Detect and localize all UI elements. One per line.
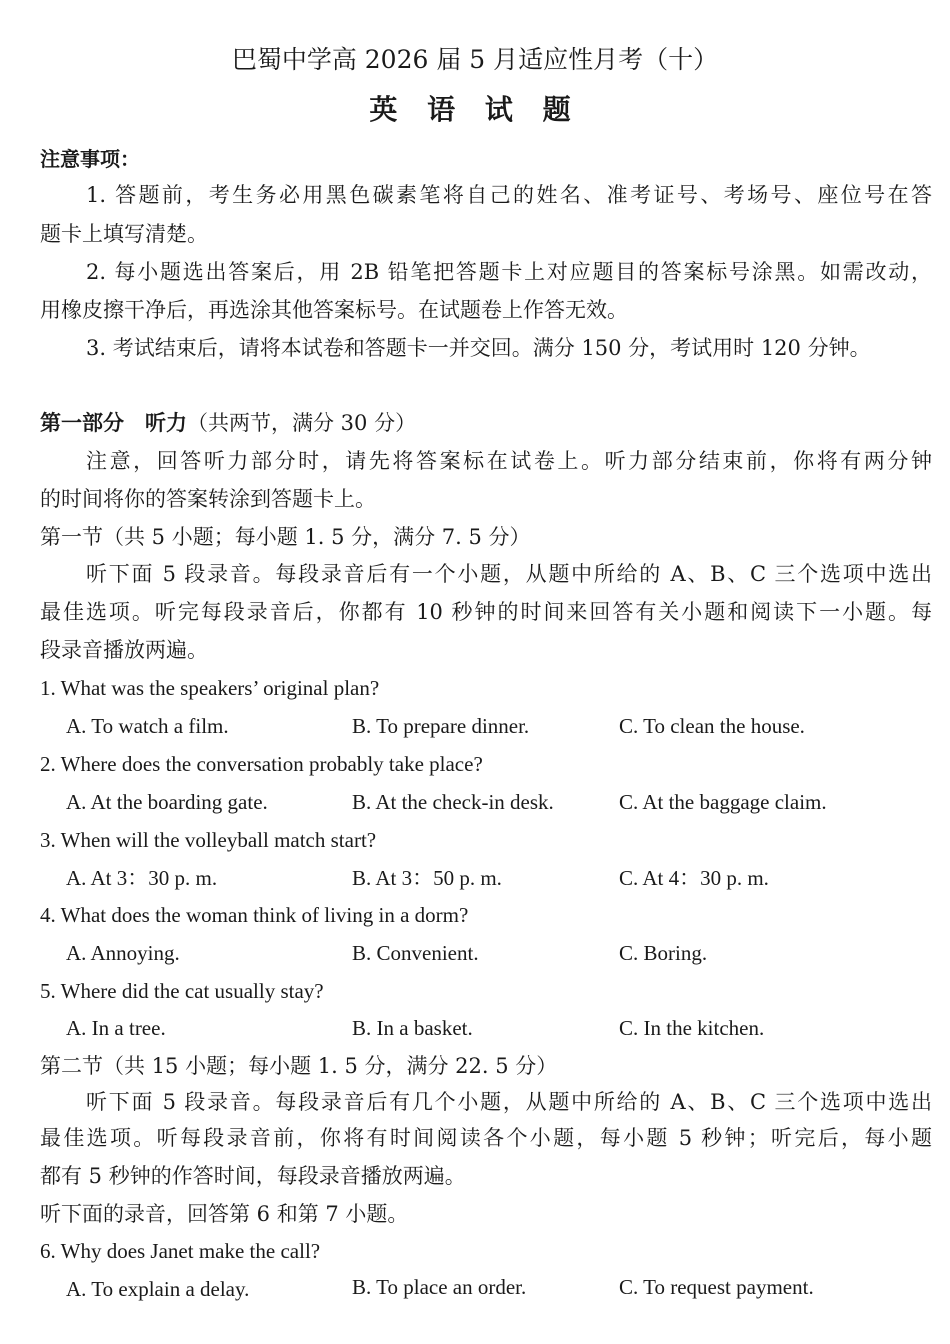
question-2-option-a: A. At the boarding gate. (66, 790, 268, 814)
question-6-option-c: C. To request payment. (619, 1275, 814, 1299)
question-5-stem: 5. Where did the cat usually stay? (40, 979, 324, 1003)
part1-intro-line-2: 的时间将你的答案转涂到答题卡上。 (40, 487, 376, 511)
notice-item-3-line-1: 3. 考试结束后，请将本试卷和答题卡一并交回。满分 150 分，考试用时 120 分钟。 (86, 336, 871, 360)
part1-intro-line-1: 注意，回答听力部分时，请先将答案标在试卷上。听力部分结束前，你将有两分钟 (86, 449, 932, 473)
part1-heading-title: 第一部分 听力 (40, 410, 187, 435)
section2-heading: 第二节（共 15 小题；每小题 1. 5 分，满分 22. 5 分） (40, 1054, 558, 1078)
question-5-option-a: A. In a tree. (66, 1016, 166, 1040)
section2-instr-line-3: 都有 5 秒钟的作答时间，每段录音播放两遍。 (40, 1164, 466, 1188)
question-2-stem: 2. Where does the conversation probably take place? (40, 752, 483, 776)
part1-heading-score: （共两节，满分 30 分） (187, 411, 417, 435)
part1-heading (40, 408, 416, 438)
notice-heading: 注意事项： (40, 147, 140, 171)
exam-subject: 英 语 试 题 (369, 93, 581, 126)
question-2-option-b: B. At the check-in desk. (352, 790, 554, 814)
question-2-option-c: C. At the baggage claim. (619, 790, 827, 814)
question-3-option-b: B. At 3：50 p. m. (352, 866, 502, 890)
section1-instr-line-2: 最佳选项。听完每段录音后，你都有 10 秒钟的时间来回答有关小题和阅读下一小题。每 (40, 600, 932, 624)
question-3-option-c: C. At 4：30 p. m. (619, 866, 769, 890)
notice-item-1-line-1: 1. 答题前，考生务必用黑色碳素笔将自己的姓名、准考证号、考场号、座位号在答 (86, 183, 932, 207)
section1-instr-line-1: 听下面 5 段录音。每段录音后有一个小题，从题中所给的 A、B、C 三个选项中选出 (86, 562, 932, 586)
question-6-option-a: A. To explain a delay. (66, 1277, 250, 1301)
question-1-option-a: A. To watch a film. (66, 714, 229, 738)
notice-item-2-line-1: 2. 每小题选出答案后，用 2B 铅笔把答题卡上对应题目的答案标号涂黑。如需改动， (86, 260, 932, 284)
question-4-option-b: B. Convenient. (352, 941, 479, 965)
notice-item-2-line-2: 用橡皮擦干净后，再选涂其他答案标号。在试题卷上作答无效。 (40, 298, 628, 322)
question-4-option-c: C. Boring. (619, 941, 708, 965)
question-1-option-b: B. To prepare dinner. (352, 714, 530, 738)
question-4-option-a: A. Annoying. (66, 941, 180, 965)
question-5-option-b: B. In a basket. (352, 1016, 473, 1040)
section2-instr-line-2: 最佳选项。听每段录音前，你将有时间阅读各个小题，每小题 5 秒钟；听完后，每小题 (40, 1126, 932, 1150)
notice-item-1-line-2: 题卡上填写清楚。 (40, 222, 208, 246)
question-1-option-c: C. To clean the house. (619, 714, 805, 738)
question-5-option-c: C. In the kitchen. (619, 1016, 765, 1040)
section2-prompt: 听下面的录音，回答第 6 和第 7 小题。 (40, 1202, 409, 1226)
section1-instr-line-3: 段录音播放两遍。 (40, 638, 208, 662)
question-1-stem: 1. What was the speakers’ original plan? (40, 676, 380, 700)
question-6-option-b: B. To place an order. (352, 1275, 527, 1299)
question-4-stem: 4. What does the woman think of living in a dorm? (40, 903, 469, 927)
section2-instr-line-1: 听下面 5 段录音。每段录音后有几个小题，从题中所给的 A、B、C 三个选项中选出 (86, 1090, 932, 1114)
question-6-stem: 6. Why does Janet make the call? (40, 1239, 321, 1263)
question-3-stem: 3. When will the volleyball match start? (40, 828, 377, 852)
exam-title: 巴蜀中学高 2026 届 5 月适应性月考（十） (231, 45, 719, 74)
section1-heading: 第一节（共 5 小题；每小题 1. 5 分，满分 7. 5 分） (40, 525, 531, 549)
question-3-option-a: A. At 3：30 p. m. (66, 866, 218, 890)
